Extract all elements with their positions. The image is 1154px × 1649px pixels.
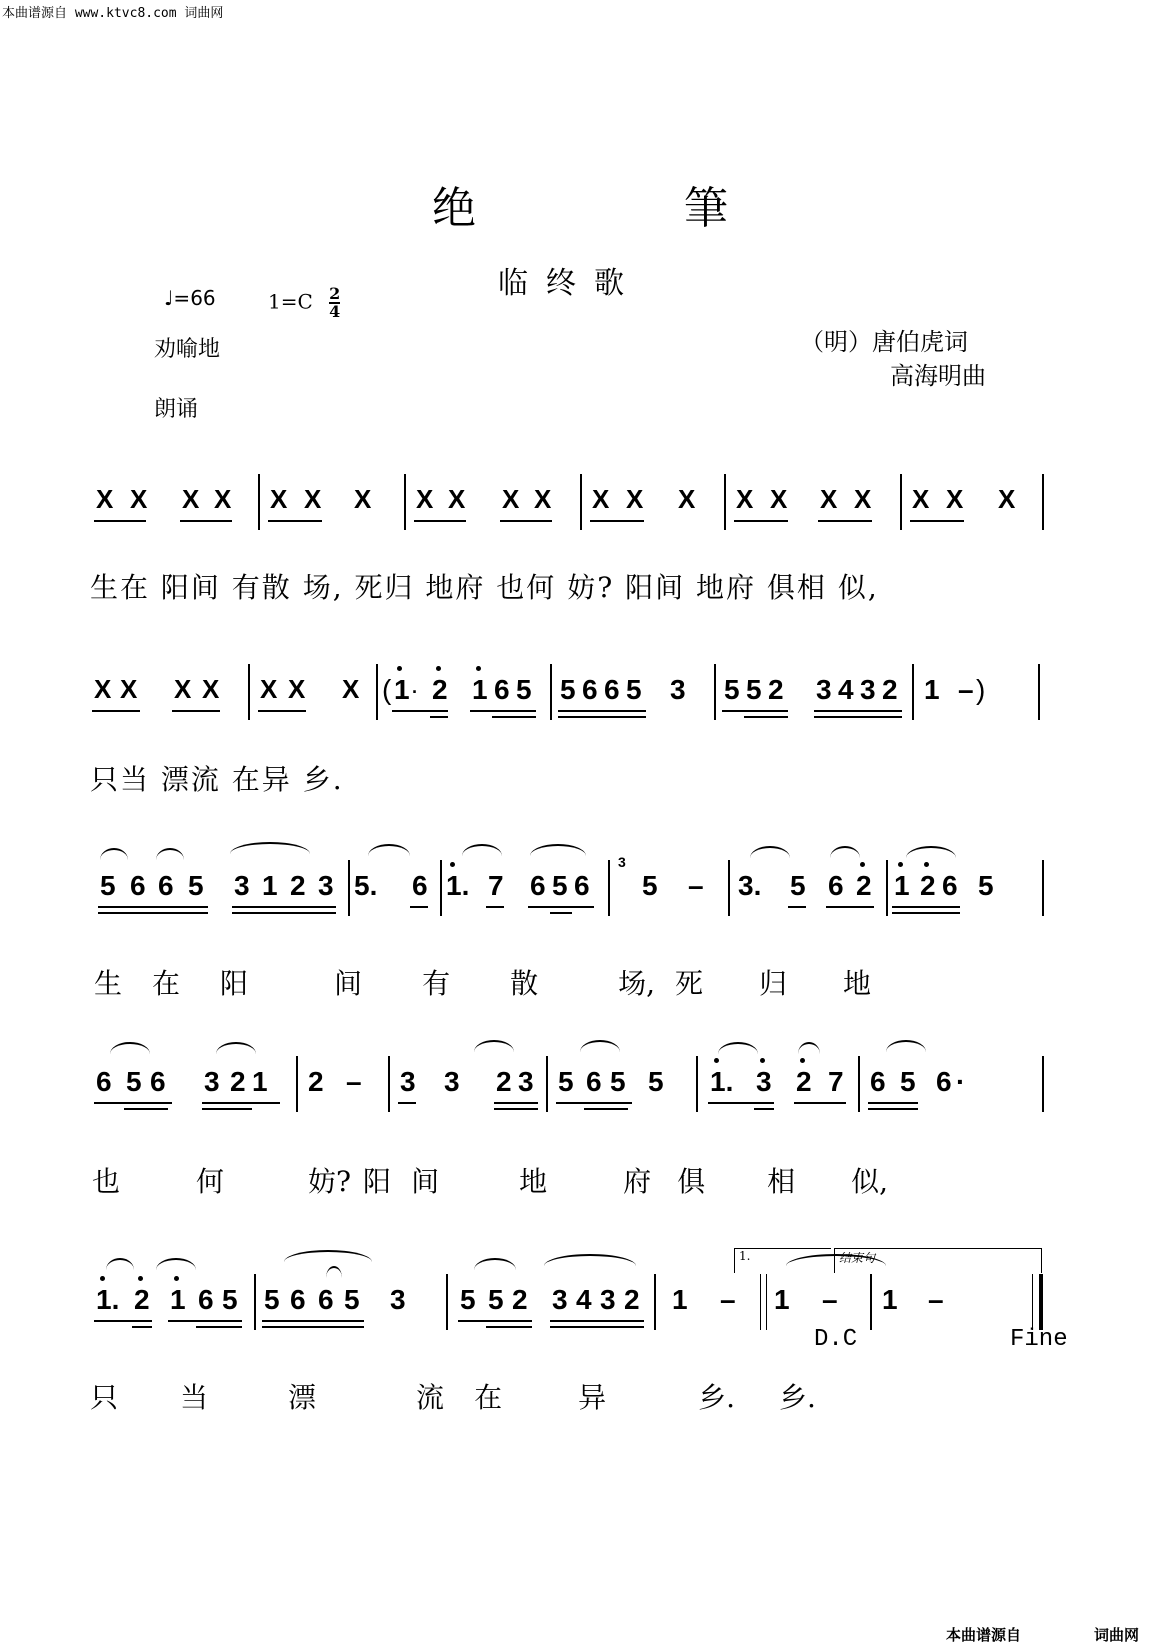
- note: 3: [390, 1284, 406, 1315]
- barline: [1042, 860, 1044, 916]
- key-label: 1=C: [268, 289, 313, 314]
- note: X: [214, 484, 232, 514]
- note: –: [928, 1284, 944, 1315]
- grace-note: 3: [618, 854, 626, 870]
- note: X: [678, 484, 696, 514]
- note: 6: [828, 870, 844, 901]
- octave-dot: [397, 666, 402, 671]
- underline: [398, 1102, 416, 1104]
- underline: [528, 906, 594, 908]
- barline: [550, 664, 552, 720]
- paren-close: ): [976, 674, 986, 705]
- octave-dot: [800, 1058, 805, 1063]
- slur: [718, 1042, 758, 1054]
- note: 5: [900, 1066, 916, 1097]
- underline: [868, 1108, 918, 1110]
- barline: [404, 474, 406, 530]
- underline: [722, 710, 788, 712]
- lyrics-line-5: 只 当 漂 流 在 异 乡. 乡.: [90, 1381, 816, 1414]
- underline: [814, 716, 902, 718]
- slur: [100, 848, 128, 860]
- note: 5: [460, 1284, 476, 1315]
- underline: [470, 710, 536, 712]
- note: X: [182, 484, 200, 514]
- note: 5: [488, 1284, 504, 1315]
- title-char-2: 筆: [684, 183, 728, 234]
- underline: [486, 906, 504, 908]
- note: 2: [308, 1066, 324, 1097]
- note: 1: [924, 674, 940, 705]
- underline: [500, 520, 552, 522]
- score-line-5: [90, 1274, 1060, 1344]
- note: –: [720, 1284, 736, 1315]
- augmentation-dot: ·: [412, 682, 418, 702]
- double-barline: [760, 1274, 767, 1330]
- note: X: [820, 484, 838, 514]
- octave-dot: [898, 862, 903, 867]
- octave-dot: [760, 1058, 765, 1063]
- slur: [906, 846, 956, 858]
- underline: [910, 520, 964, 522]
- octave-dot: [450, 862, 455, 867]
- underline: [558, 710, 646, 712]
- underline: [492, 716, 536, 718]
- slur: [156, 1258, 196, 1270]
- note: 2: [920, 870, 936, 901]
- note: X: [912, 484, 930, 514]
- note: 3: [234, 870, 250, 901]
- underline: [558, 716, 646, 718]
- slur: [368, 844, 410, 856]
- underline: [410, 906, 428, 908]
- barline: [388, 1056, 390, 1112]
- note: X: [770, 484, 788, 514]
- note: 1: [774, 1284, 790, 1315]
- octave-dot: [714, 1058, 719, 1063]
- note: X: [130, 484, 148, 514]
- underline: [132, 1326, 152, 1328]
- slur: [886, 1040, 926, 1052]
- note: 5: [222, 1284, 238, 1315]
- octave-dot: [100, 1276, 105, 1281]
- barline: [446, 1274, 448, 1330]
- score-line-3: [90, 854, 1060, 930]
- lyrics-line-1: 生在 阳间 有散 场, 死归 地府 也何 妨? 阳间 地府 俱相 似,: [90, 571, 879, 604]
- underline: [794, 1102, 846, 1104]
- note: 2: [856, 870, 872, 901]
- watermark-header: 本曲谱源自 www.ktvc8.com 词曲网: [2, 6, 224, 21]
- title-char-1: 绝: [432, 183, 476, 234]
- underline: [202, 1108, 252, 1110]
- note: 1: [262, 870, 278, 901]
- note: 4: [576, 1284, 592, 1315]
- lyricist-credit: （明）唐伯虎词: [800, 328, 968, 356]
- note: 5: [516, 674, 532, 705]
- underline: [414, 520, 466, 522]
- barline: [258, 474, 260, 530]
- note: –: [688, 870, 704, 901]
- underline: [262, 1320, 364, 1322]
- note: X: [96, 484, 114, 514]
- note: 2: [624, 1284, 640, 1315]
- underline: [92, 710, 140, 712]
- note: X: [998, 484, 1016, 514]
- note: 5: [126, 1066, 142, 1097]
- slur: [462, 844, 502, 856]
- note: 3: [444, 1066, 460, 1097]
- underline: [430, 716, 448, 718]
- note: 5: [552, 870, 568, 901]
- underline: [892, 906, 960, 908]
- note: X: [592, 484, 610, 514]
- underline: [486, 1326, 532, 1328]
- note: 6: [942, 870, 958, 901]
- score-line-2: [90, 664, 1060, 734]
- underline: [744, 716, 788, 718]
- score-line-1: [90, 474, 1060, 544]
- paren-open: (: [382, 674, 392, 705]
- slur: [474, 1258, 516, 1270]
- note: 5: [610, 1066, 626, 1097]
- barline: [546, 1056, 548, 1112]
- note: 6: [530, 870, 546, 901]
- underline: [180, 520, 232, 522]
- underline: [892, 912, 960, 914]
- underline: [94, 1320, 152, 1322]
- barline: [900, 474, 902, 530]
- note: X: [534, 484, 552, 514]
- note: 5: [626, 674, 642, 705]
- note: –: [822, 1284, 838, 1315]
- barline: [296, 1056, 298, 1112]
- note: 3: [670, 674, 686, 705]
- note: 7: [488, 870, 504, 901]
- octave-dot: [860, 862, 865, 867]
- barline: [696, 1056, 698, 1112]
- note: 1.: [96, 1284, 120, 1315]
- underline: [584, 1108, 628, 1110]
- barline: [714, 664, 716, 720]
- underline: [814, 710, 902, 712]
- slur: [326, 1266, 342, 1278]
- note: 1: [672, 1284, 688, 1315]
- footer-source: 本曲谱源自: [946, 1626, 1022, 1644]
- note: X: [502, 484, 520, 514]
- underline: [94, 520, 146, 522]
- slur: [284, 1250, 372, 1262]
- note: 2: [230, 1066, 246, 1097]
- lyrics-line-4: 也 何 妨? 阳 间 地 府 俱 相 似,: [92, 1165, 889, 1198]
- time-bottom: 4: [329, 302, 341, 321]
- note: 6: [582, 674, 598, 705]
- barline: [728, 860, 730, 916]
- note: 2: [882, 674, 898, 705]
- note: X: [354, 484, 372, 514]
- barline: [886, 860, 888, 916]
- barline: [724, 474, 726, 530]
- underline: [172, 710, 220, 712]
- barline: [376, 664, 378, 720]
- note: 1: [252, 1066, 268, 1097]
- note: 3: [600, 1284, 616, 1315]
- time-signature: [329, 286, 340, 320]
- lyrics-line-3: 生 在 阳 间 有 散 场, 死 归 地: [94, 967, 872, 1000]
- note: 5: [344, 1284, 360, 1315]
- note: 3: [756, 1066, 772, 1097]
- note: 2: [290, 870, 306, 901]
- slur: [750, 846, 790, 858]
- note: 6: [130, 870, 146, 901]
- note: 5: [100, 870, 116, 901]
- lyrics-line-2: 只当 漂流 在异 乡.: [90, 763, 344, 796]
- slur: [216, 1042, 256, 1054]
- note: 2: [796, 1066, 812, 1097]
- slur: [830, 846, 860, 858]
- note: 5: [188, 870, 204, 901]
- note: 3: [400, 1066, 416, 1097]
- underline: [392, 710, 448, 712]
- note: 2: [768, 674, 784, 705]
- note: 1: [894, 870, 910, 901]
- underline: [868, 1102, 918, 1104]
- note: 3.: [738, 870, 762, 901]
- note: X: [854, 484, 872, 514]
- note: X: [174, 674, 192, 704]
- note: 5: [724, 674, 740, 705]
- underline: [556, 1102, 632, 1104]
- slur: [110, 1042, 150, 1054]
- underline: [98, 906, 208, 908]
- note: 7: [828, 1066, 844, 1097]
- slur: [544, 1254, 636, 1266]
- octave-dot: [924, 862, 929, 867]
- note: X: [416, 484, 434, 514]
- note: 5: [790, 870, 806, 901]
- note: 6: [150, 1066, 166, 1097]
- note: 6: [604, 674, 620, 705]
- note: 1: [170, 1284, 186, 1315]
- underline: [98, 912, 208, 914]
- underline: [734, 520, 788, 522]
- barline: [1038, 664, 1040, 720]
- barline: [654, 1274, 656, 1330]
- underline: [826, 906, 874, 908]
- underline: [268, 520, 322, 522]
- slur: [156, 848, 184, 860]
- barline: [580, 474, 582, 530]
- note: 3: [318, 870, 334, 901]
- key-signature: [268, 286, 340, 320]
- note: 3: [552, 1284, 568, 1315]
- note: X: [120, 674, 138, 704]
- barline: [870, 1274, 872, 1330]
- subtitle: 临终歌: [498, 266, 642, 301]
- underline: [494, 1102, 538, 1104]
- barline: [912, 664, 914, 720]
- underline: [818, 520, 872, 522]
- note: 6: [412, 870, 428, 901]
- note: 2: [134, 1284, 150, 1315]
- note: 5: [642, 870, 658, 901]
- underline: [232, 912, 336, 914]
- underline: [94, 1102, 172, 1104]
- tempo-marking: ♩=66: [164, 286, 216, 310]
- expression-marking: 劝喻地: [154, 337, 221, 362]
- fine-marking: Fine: [1010, 1326, 1068, 1353]
- slur: [798, 1042, 820, 1054]
- note: X: [304, 484, 322, 514]
- note: 5: [978, 870, 994, 901]
- note: 6: [96, 1066, 112, 1097]
- note: 1.: [710, 1066, 734, 1097]
- slur: [230, 842, 310, 854]
- underline: [258, 710, 306, 712]
- note: 1: [472, 674, 488, 705]
- barline: [1042, 1056, 1044, 1112]
- note: X: [448, 484, 466, 514]
- note: 3: [860, 674, 876, 705]
- note: 6: [494, 674, 510, 705]
- underline: [124, 1108, 168, 1110]
- slur: [580, 1040, 620, 1052]
- underline: [550, 912, 572, 914]
- barline: [858, 1056, 860, 1112]
- composer-credit: 高海明曲: [890, 362, 986, 390]
- octave-dot: [436, 666, 441, 671]
- note: 6: [290, 1284, 306, 1315]
- section-label: 朗诵: [154, 397, 199, 422]
- note: X: [946, 484, 964, 514]
- barline: [608, 860, 610, 916]
- underline: [788, 906, 806, 908]
- note: 4: [838, 674, 854, 705]
- note: 5: [648, 1066, 664, 1097]
- note: 6: [198, 1284, 214, 1315]
- volta-1: 1.: [734, 1248, 831, 1273]
- note: 5: [560, 674, 576, 705]
- note: X: [270, 484, 288, 514]
- note: 6: [158, 870, 174, 901]
- note: 6: [870, 1066, 886, 1097]
- note: 1: [882, 1284, 898, 1315]
- note: 6: [586, 1066, 602, 1097]
- note: 6: [574, 870, 590, 901]
- underline: [262, 1326, 364, 1328]
- barline: [254, 1274, 256, 1330]
- note: 6: [318, 1284, 334, 1315]
- final-barline: [1032, 1274, 1043, 1330]
- slur: [530, 844, 586, 856]
- note: X: [260, 674, 278, 704]
- note: 2: [512, 1284, 528, 1315]
- dc-marking: D.C: [814, 1326, 858, 1353]
- slur: [474, 1040, 514, 1052]
- note: 3: [518, 1066, 534, 1097]
- underline: [494, 1108, 538, 1110]
- barline: [248, 664, 250, 720]
- underline: [590, 520, 644, 522]
- underline: [550, 1320, 644, 1322]
- underline: [550, 1326, 644, 1328]
- note: –: [958, 674, 974, 705]
- note: 1: [394, 674, 410, 705]
- note: 6: [936, 1066, 952, 1097]
- octave-dot: [138, 1276, 143, 1281]
- underline: [708, 1102, 774, 1104]
- time-top: 2: [329, 284, 341, 303]
- barline: [1042, 474, 1044, 530]
- octave-dot: [476, 666, 481, 671]
- underline: [754, 1108, 774, 1110]
- note: X: [736, 484, 754, 514]
- volta-ending: 结束句: [834, 1248, 1042, 1273]
- note: 5: [746, 674, 762, 705]
- note: X: [94, 674, 112, 704]
- underline: [168, 1320, 242, 1322]
- note: ·: [956, 1066, 966, 1097]
- underline: [458, 1320, 532, 1322]
- note: 2: [496, 1066, 512, 1097]
- note: 5: [558, 1066, 574, 1097]
- footer-site: 词曲网: [1094, 1626, 1140, 1644]
- barline: [348, 860, 350, 916]
- underline: [202, 1102, 280, 1104]
- note: –: [346, 1066, 362, 1097]
- underline: [232, 906, 336, 908]
- underline: [196, 1326, 242, 1328]
- note: X: [626, 484, 644, 514]
- note: X: [202, 674, 220, 704]
- note: 2: [432, 674, 448, 705]
- octave-dot: [174, 1276, 179, 1281]
- barline: [440, 860, 442, 916]
- score-line-4: [90, 1056, 1060, 1126]
- slur: [106, 1258, 134, 1270]
- note: 5: [264, 1284, 280, 1315]
- note: 3: [204, 1066, 220, 1097]
- note: X: [342, 674, 360, 704]
- note: 5.: [354, 870, 378, 901]
- note: 3: [816, 674, 832, 705]
- note: 1.: [446, 870, 470, 901]
- note: X: [288, 674, 306, 704]
